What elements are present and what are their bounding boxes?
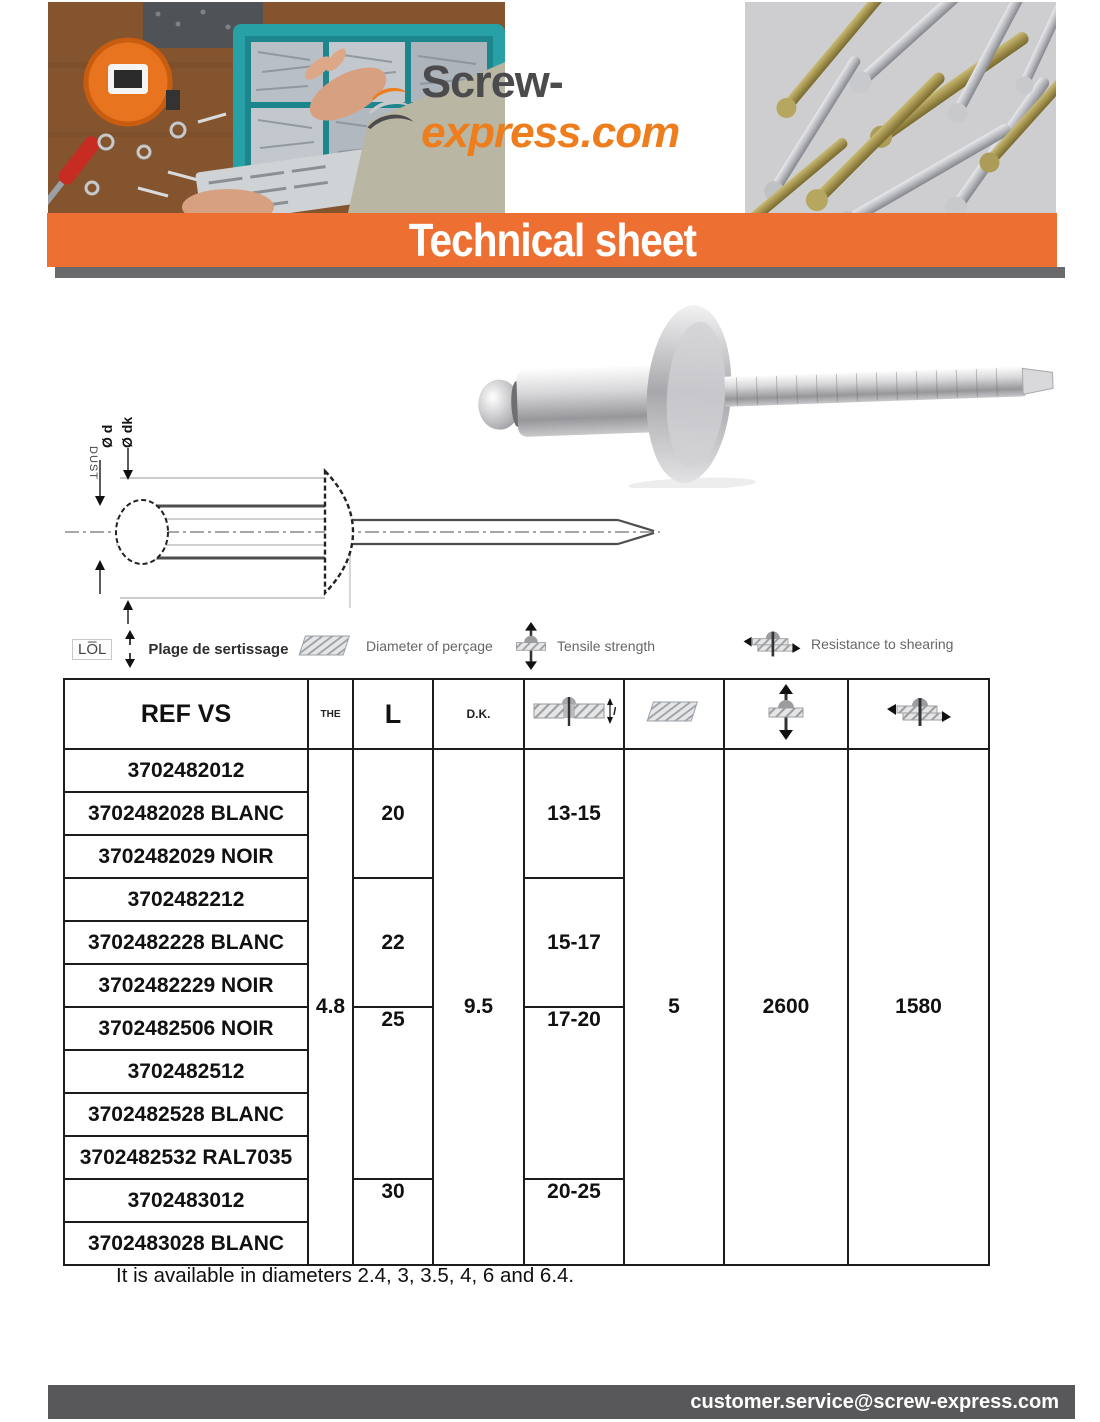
drill-diameter-icon bbox=[296, 634, 356, 658]
ref-cell: 3702482028 BLANC bbox=[64, 792, 308, 835]
ref-cell: 3702483012 bbox=[64, 1179, 308, 1222]
dk-value-cell: 9.5 bbox=[433, 749, 524, 1265]
availability-note: It is available in diameters 2.4, 3, 3.5, 4, 6 and 6.4. bbox=[116, 1264, 575, 1287]
legend-crimping-label: Plage de sertissage bbox=[148, 640, 289, 658]
legend-shear-resistance bbox=[743, 628, 953, 660]
banner-title: Technical sheet bbox=[408, 214, 696, 266]
legend-tensile-strength bbox=[515, 622, 655, 670]
header-the: THE bbox=[308, 679, 353, 749]
drill-diameter-icon bbox=[644, 700, 704, 724]
ref-cell: 3702482212 bbox=[64, 878, 308, 921]
diameter-d-label: Ø d bbox=[99, 424, 115, 448]
logo-swoosh-icon bbox=[366, 76, 413, 138]
svg-text:l: l bbox=[613, 705, 616, 718]
length-cell: 20 bbox=[353, 749, 433, 878]
diameter-dk-label: Ø dk bbox=[119, 416, 135, 448]
footer-bar bbox=[48, 1385, 1075, 1419]
ref-cell: 3702482029 NOIR bbox=[64, 835, 308, 878]
banner-shadow bbox=[55, 267, 1065, 278]
length-cell: 22 bbox=[353, 878, 433, 1007]
length-cell: 30 bbox=[353, 1179, 433, 1265]
legend-shear-label: Resistance to shearing bbox=[811, 636, 954, 652]
grip-range-cell: 13-15 bbox=[524, 749, 624, 878]
ref-cell: 3702482528 BLANC bbox=[64, 1093, 308, 1136]
spec-table bbox=[63, 678, 990, 1266]
header-dk: D.K. bbox=[433, 679, 524, 749]
header-l: L bbox=[353, 679, 433, 749]
grip-range-icon bbox=[532, 690, 616, 734]
contact-email: customer.service@screw-express.com bbox=[690, 1391, 1059, 1413]
shear-resistance-cell: 1580 bbox=[848, 749, 989, 1265]
tensile-strength-cell: 2600 bbox=[724, 749, 848, 1265]
legend-crimping-range bbox=[72, 630, 288, 668]
header-drill-diameter bbox=[624, 679, 724, 749]
ref-cell: 3702482532 RAL7035 bbox=[64, 1136, 308, 1179]
screws-photo bbox=[745, 2, 1056, 213]
table-header-row bbox=[64, 679, 989, 749]
lol-label: LO̅L bbox=[72, 639, 112, 660]
tensile-strength-icon bbox=[515, 622, 547, 670]
shear-resistance-icon bbox=[887, 694, 951, 730]
tensile-strength-icon bbox=[768, 684, 804, 740]
ref-cell: 3702482229 NOIR bbox=[64, 964, 308, 1007]
ref-cell: 3702482228 BLANC bbox=[64, 921, 308, 964]
crimping-range-arrow-icon bbox=[122, 630, 138, 668]
logo-text bbox=[421, 56, 746, 158]
header-tensile bbox=[724, 679, 848, 749]
table-row bbox=[64, 749, 989, 792]
legend-drill-diameter bbox=[296, 634, 493, 658]
ref-cell: 3702482012 bbox=[64, 749, 308, 792]
shear-resistance-icon bbox=[743, 628, 801, 660]
screws-photo-art bbox=[745, 2, 1056, 213]
header-grip-range bbox=[524, 679, 624, 749]
rivet-technical-drawing bbox=[60, 368, 680, 630]
drill-diameter-cell: 5 bbox=[624, 749, 724, 1265]
logo-text-primary: Screw- bbox=[421, 56, 563, 107]
legend-tensile-label: Tensile strength bbox=[557, 638, 656, 654]
banner bbox=[47, 213, 1057, 267]
brand-logo bbox=[366, 56, 746, 157]
logo-text-secondary: express.com bbox=[421, 108, 680, 157]
the-value-cell: 4.8 bbox=[308, 749, 353, 1265]
header-ref: REF VS bbox=[64, 679, 308, 749]
ref-cell: 3702483028 BLANC bbox=[64, 1222, 308, 1265]
ref-cell: 3702482506 NOIR bbox=[64, 1007, 308, 1050]
grip-range-cell: 15-17 bbox=[524, 878, 624, 1007]
length-cell: 25 bbox=[353, 1007, 433, 1179]
header-shear bbox=[848, 679, 989, 749]
grip-range-cell: 20-25 bbox=[524, 1179, 624, 1265]
dust-label: DUST bbox=[87, 446, 99, 480]
ref-cell: 3702482512 bbox=[64, 1050, 308, 1093]
spec-table-body bbox=[64, 749, 989, 1265]
legend-drill-label: Diameter of perçage bbox=[366, 638, 493, 654]
grip-range-cell: 17-20 bbox=[524, 1007, 624, 1179]
